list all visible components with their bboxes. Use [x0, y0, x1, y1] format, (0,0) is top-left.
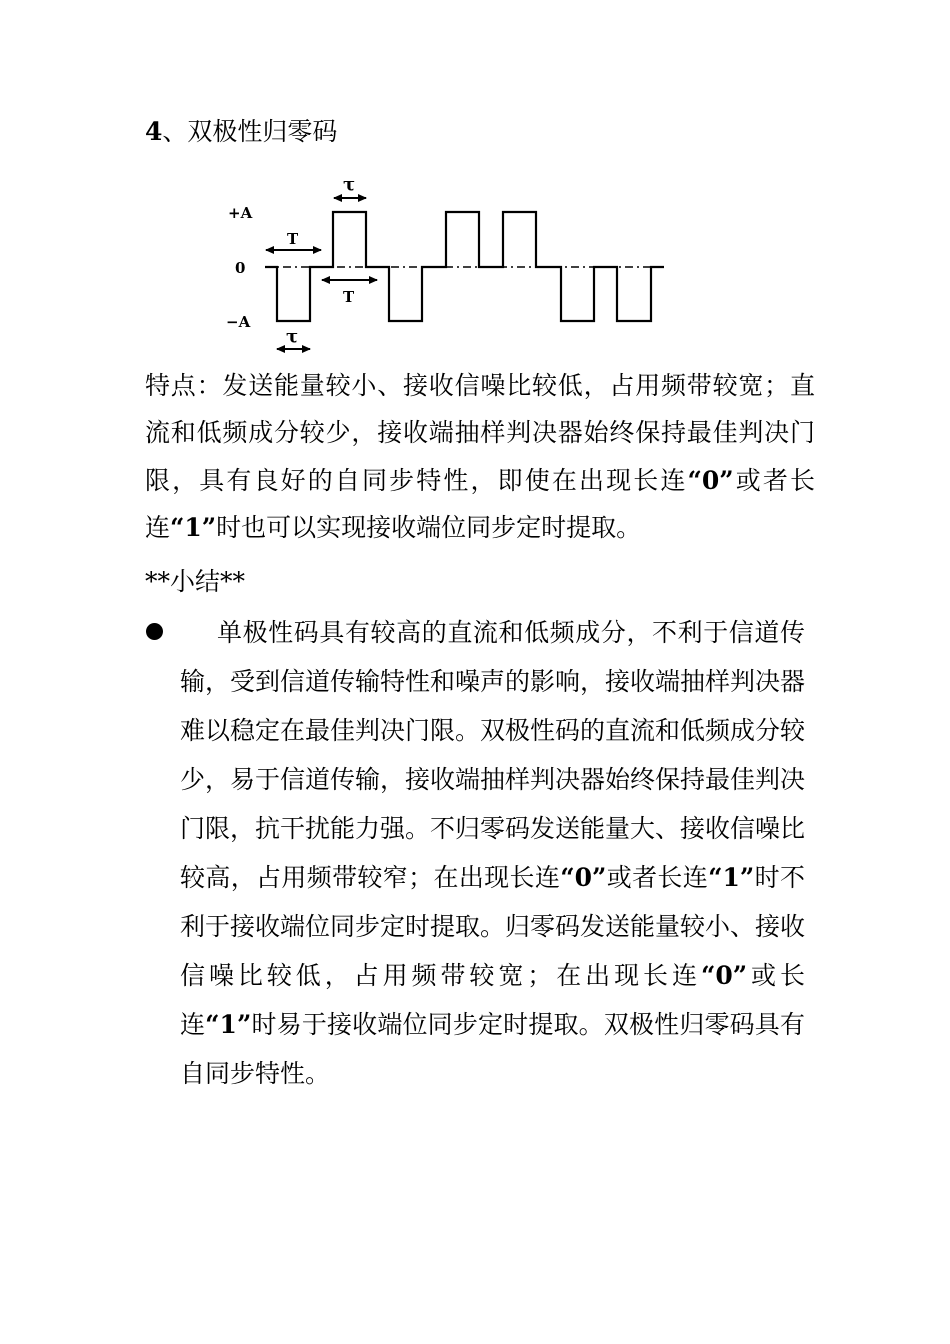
label-tau-top: τ: [343, 174, 356, 195]
section-heading: [145, 112, 337, 152]
label-tau-bottom: τ: [286, 326, 299, 347]
summary-heading: **小结**: [145, 567, 246, 596]
label-zero: 0: [235, 259, 246, 277]
label-period-2: T: [343, 288, 355, 306]
summary-bullet-text: 单极性码具有较高的直流和低频成分，不利于信道传输，受到信道传输特性和噪声的影响，接收端抽样判决器难以稳定在最佳判决门限。双极性码的直流和低频成分较少，易于信道传输，接收端抽样判决器始终保持最佳判决门限，抗干扰能力强。不归零码发送能量大、接收信噪比较高，占用频带较窄；在出现长连“0”或者长连“1”时不利于接收端位同步定时提取。归零码发送能量较小、接收信噪比较低，占用频带较宽；在出现长连“0”或长连“1”时易于接收端位同步定时提取。双极性归零码具有自同步特性。: [180, 618, 806, 1088]
features-paragraph: 特点：发送能量较小、接收信噪比较低，占用频带较宽；直流和低频成分较少，接收端抽样判决器始终保持最佳判决门限，具有良好的自同步特性，即使在出现长连“0”或者长连“1”时也可以实现接收端位同步定时提取。: [145, 371, 815, 542]
bipolar-rz-waveform-figure: [210, 170, 680, 360]
bullet-dot-icon: [146, 623, 163, 640]
section-title: 、双极性归零码: [162, 117, 338, 146]
label-period-1: T: [287, 230, 299, 248]
label-minus-a: −A: [226, 313, 251, 331]
label-plus-a: +A: [228, 204, 253, 222]
section-number: 4: [145, 117, 163, 146]
